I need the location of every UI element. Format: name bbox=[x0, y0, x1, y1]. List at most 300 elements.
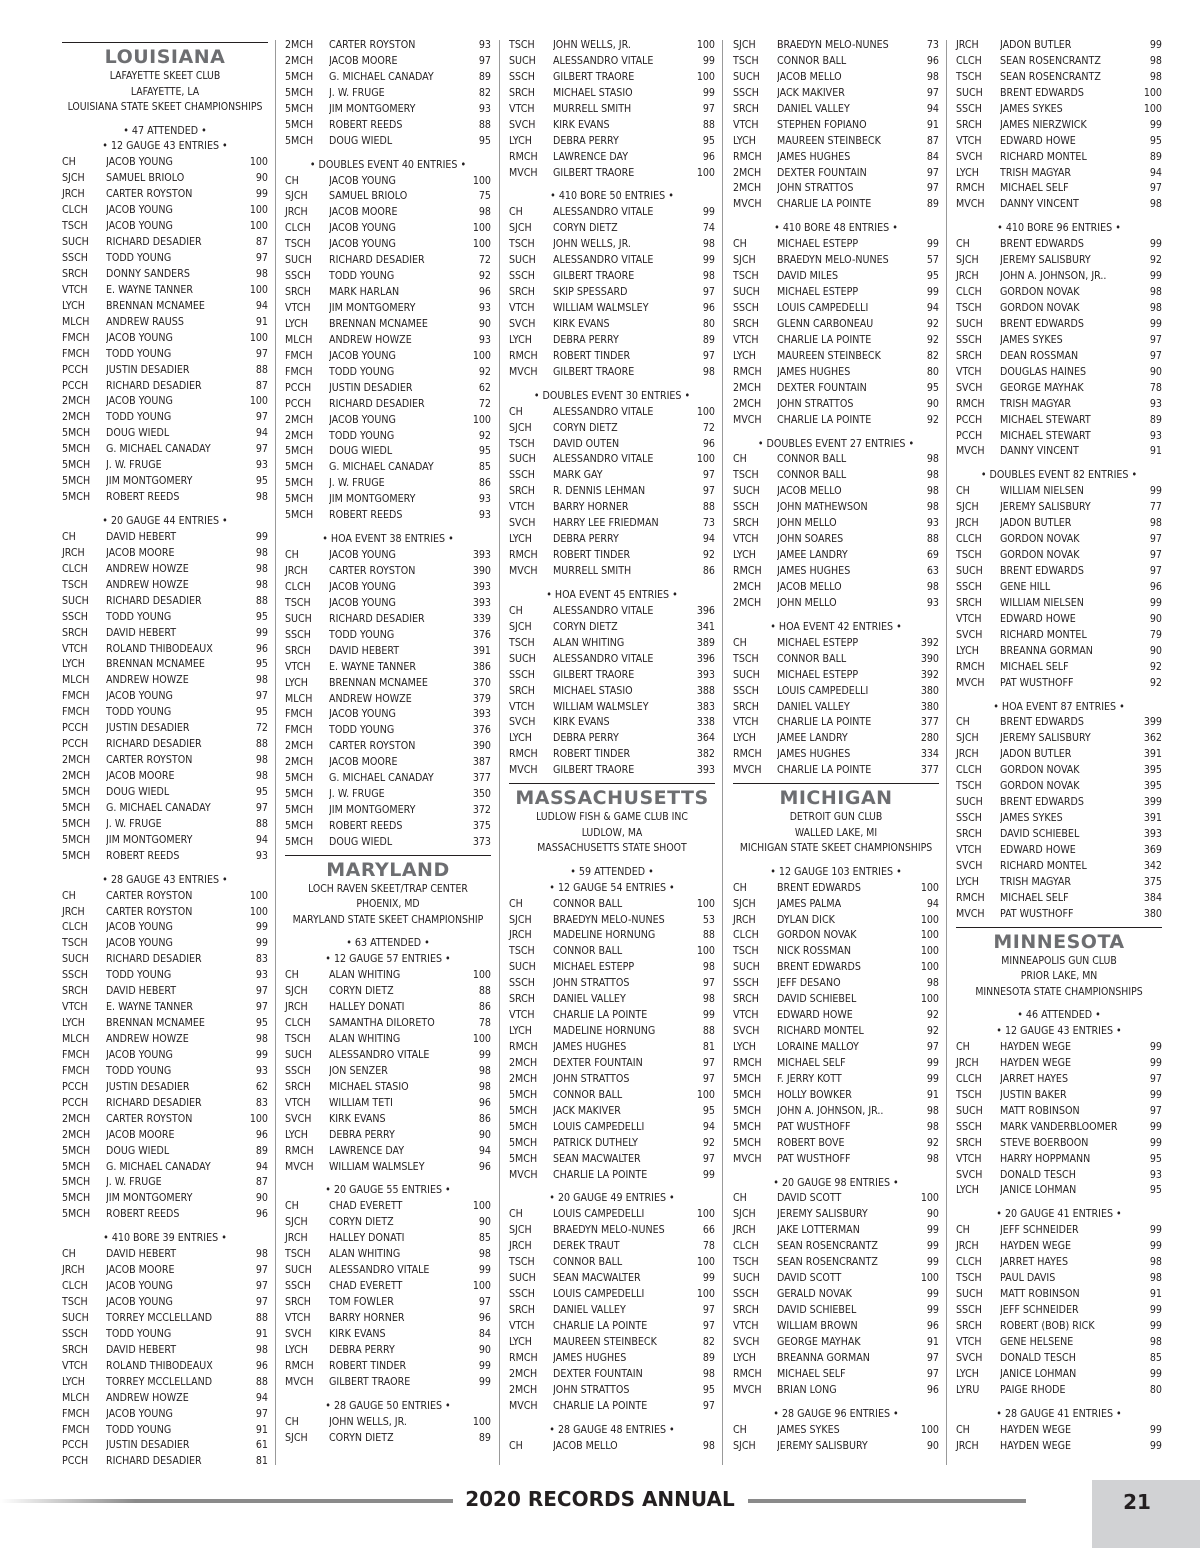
category-code: SSCH bbox=[956, 1120, 982, 1133]
category-code: MVCH bbox=[733, 764, 762, 777]
score: 88 bbox=[478, 118, 491, 131]
category-code: CLCH bbox=[956, 764, 982, 777]
shooter-name: WILLIAM WALMSLEY bbox=[329, 1160, 425, 1173]
shooter-name: TRISH MAGYAR bbox=[1000, 397, 1072, 410]
result-row bbox=[62, 657, 268, 673]
result-row bbox=[285, 1016, 491, 1032]
category-code: 5MCH bbox=[62, 801, 91, 814]
category-code: SJCH bbox=[509, 421, 532, 434]
shooter-name: BRENT EDWARDS bbox=[1000, 716, 1084, 729]
category-code: SUCH bbox=[733, 485, 760, 498]
shooter-name: LOUIS CAMPEDELLI bbox=[553, 1208, 645, 1221]
category-code: JRCH bbox=[956, 1056, 979, 1069]
category-code: SJCH bbox=[733, 39, 756, 51]
category-code: SUCH bbox=[285, 254, 312, 267]
shooter-name: TODD YOUNG bbox=[106, 252, 172, 264]
result-row bbox=[509, 365, 715, 381]
category-code: 5MCH bbox=[62, 1208, 91, 1221]
category-code: CLCH bbox=[956, 1256, 982, 1269]
category-code: LYCH bbox=[733, 549, 756, 562]
score: 95 bbox=[255, 1017, 268, 1030]
score: 96 bbox=[926, 54, 939, 67]
score: 86 bbox=[702, 565, 715, 577]
shooter-name: STEPHEN FOPIANO bbox=[777, 118, 867, 131]
result-row bbox=[733, 960, 939, 976]
result-row bbox=[733, 253, 939, 269]
category-code: TSCH bbox=[733, 652, 759, 665]
category-code: CH bbox=[285, 969, 299, 982]
shooter-name: E. WAYNE TANNER bbox=[329, 660, 417, 673]
state-section-header bbox=[509, 783, 715, 865]
category-code: SSCH bbox=[509, 668, 535, 681]
shooter-name: JAMEE LANDRY bbox=[777, 549, 848, 562]
shooter-name: RICHARD DESADIER bbox=[106, 1096, 202, 1109]
category-code: TSCH bbox=[509, 1256, 535, 1269]
category-code: TSCH bbox=[509, 437, 535, 450]
result-row bbox=[62, 673, 268, 689]
score: 98 bbox=[926, 453, 939, 466]
result-row bbox=[62, 984, 268, 1000]
event-header: • 20 GAUGE 44 ENTRIES • bbox=[102, 515, 228, 527]
result-row bbox=[509, 269, 715, 285]
result-row bbox=[733, 197, 939, 213]
score: 98 bbox=[926, 70, 939, 83]
event-header: • 28 GAUGE 43 ENTRIES • bbox=[102, 873, 228, 886]
result-row bbox=[956, 795, 1162, 811]
shooter-name: DEBRA PERRY bbox=[553, 333, 619, 346]
result-row bbox=[733, 1024, 939, 1040]
score: 96 bbox=[478, 1311, 491, 1324]
shooter-name: DAVID SCHIEBEL bbox=[1000, 828, 1080, 840]
score: 98 bbox=[702, 238, 715, 251]
score: 97 bbox=[702, 1399, 715, 1412]
event-header: • 12 GAUGE 43 ENTRIES • bbox=[102, 140, 228, 153]
shooter-name: MICHAEL STEWART bbox=[1000, 413, 1091, 426]
category-code: RMCH bbox=[285, 1144, 314, 1157]
result-row bbox=[509, 1024, 715, 1040]
result-row bbox=[956, 1335, 1162, 1351]
result-row bbox=[733, 944, 939, 960]
score: 99 bbox=[1149, 39, 1162, 51]
score: 97 bbox=[702, 1056, 715, 1069]
shooter-name: JEFF SCHNEIDER bbox=[1000, 1224, 1079, 1237]
state-section-header bbox=[62, 42, 268, 124]
result-row bbox=[285, 1311, 491, 1327]
shooter-name: TODD YOUNG bbox=[329, 724, 395, 737]
category-code: JRCH bbox=[285, 1001, 308, 1014]
result-row bbox=[733, 1152, 939, 1168]
category-code: 2MCH bbox=[733, 397, 762, 410]
result-row bbox=[285, 1096, 491, 1112]
score: 94 bbox=[702, 1120, 715, 1133]
shooter-name: CONNOR BALL bbox=[777, 652, 847, 665]
result-row bbox=[62, 363, 268, 379]
category-code: LYCH bbox=[285, 1128, 308, 1141]
shooter-name: BRENNAN MCNAMEE bbox=[106, 658, 205, 671]
category-code: SRCH bbox=[956, 1136, 982, 1149]
score: 99 bbox=[926, 1288, 939, 1301]
category-code: SUCH bbox=[509, 54, 536, 67]
score: 98 bbox=[255, 1033, 268, 1045]
category-code: LYCH bbox=[509, 1025, 532, 1038]
category-code: 2MCH bbox=[509, 1367, 538, 1380]
shooter-name: ANDREW RAUSS bbox=[106, 315, 184, 328]
result-row bbox=[285, 70, 491, 86]
score: 388 bbox=[696, 684, 715, 697]
result-row bbox=[733, 747, 939, 763]
score: 93 bbox=[1149, 397, 1162, 410]
shooter-name: F. JERRY KOTT bbox=[777, 1072, 842, 1085]
score: 78 bbox=[478, 1017, 491, 1030]
event-header: • 46 ATTENDED • bbox=[1017, 1009, 1101, 1022]
result-row bbox=[956, 763, 1162, 779]
result-row bbox=[285, 612, 491, 628]
result-row bbox=[509, 54, 715, 70]
result-row bbox=[62, 1343, 268, 1359]
shooter-name: JOHN SOARES bbox=[777, 533, 844, 546]
result-row bbox=[509, 976, 715, 992]
category-code: VTCH bbox=[285, 1311, 311, 1324]
score: 61 bbox=[255, 1439, 268, 1452]
category-code: SRCH bbox=[733, 102, 759, 115]
shooter-name: JON SENZER bbox=[329, 1064, 388, 1077]
result-row bbox=[509, 684, 715, 700]
category-code: CLCH bbox=[733, 1240, 759, 1253]
category-code: MVCH bbox=[509, 1168, 538, 1181]
category-code: 5MCH bbox=[62, 849, 91, 862]
result-row bbox=[509, 652, 715, 668]
result-row bbox=[285, 819, 491, 835]
result-row bbox=[956, 875, 1162, 891]
result-row bbox=[62, 833, 268, 849]
result-row bbox=[62, 490, 268, 506]
spacer bbox=[285, 524, 491, 532]
result-row bbox=[62, 546, 268, 562]
category-code: SVCH bbox=[733, 1025, 760, 1038]
shooter-name: SAMUEL BRIOLO bbox=[329, 190, 408, 203]
category-code: SUCH bbox=[733, 70, 760, 83]
score: 97 bbox=[702, 286, 715, 299]
score: 99 bbox=[1149, 1120, 1162, 1133]
result-row bbox=[956, 660, 1162, 676]
shooter-name: WILLIAM BROWN bbox=[777, 1319, 858, 1332]
category-code: RMCH bbox=[956, 660, 985, 673]
score: 100 bbox=[696, 945, 715, 958]
result-row bbox=[62, 1000, 268, 1016]
club-info-line: LOCH RAVEN SKEET/TRAP CENTER bbox=[308, 882, 468, 895]
category-code: VTCH bbox=[509, 302, 535, 314]
score: 100 bbox=[696, 453, 715, 466]
shooter-name: JUSTIN BAKER bbox=[1000, 1088, 1067, 1101]
score: 100 bbox=[696, 39, 715, 51]
result-row bbox=[62, 610, 268, 626]
score: 342 bbox=[1143, 859, 1162, 872]
category-code: MLCH bbox=[285, 333, 313, 346]
score: 395 bbox=[1143, 764, 1162, 777]
category-code: JRCH bbox=[956, 1439, 979, 1452]
shooter-name: DEBRA PERRY bbox=[329, 1128, 395, 1141]
score: 98 bbox=[926, 1120, 939, 1133]
result-row bbox=[733, 1072, 939, 1088]
shooter-name: ALAN WHITING bbox=[329, 1248, 401, 1261]
category-code: SSCH bbox=[733, 977, 759, 990]
shooter-name: MICHAEL ESTEPP bbox=[777, 668, 859, 681]
shooter-name: JACOB MOORE bbox=[329, 756, 398, 769]
score: 377 bbox=[472, 772, 491, 785]
result-row bbox=[62, 936, 268, 952]
result-row bbox=[733, 365, 939, 381]
category-code: SVCH bbox=[956, 859, 983, 872]
category-code: SJCH bbox=[285, 190, 308, 203]
shooter-name: TODD YOUNG bbox=[106, 1327, 172, 1340]
shooter-name: CORYN DIETZ bbox=[329, 985, 394, 998]
score: 97 bbox=[926, 1041, 939, 1053]
result-row bbox=[62, 642, 268, 658]
shooter-name: E. WAYNE TANNER bbox=[106, 283, 194, 296]
shooter-name: SAMANTHA DILORETO bbox=[329, 1017, 435, 1030]
category-code: VTCH bbox=[956, 843, 982, 856]
category-code: 5MCH bbox=[509, 1120, 538, 1133]
spacer bbox=[285, 928, 491, 936]
category-code: SUCH bbox=[62, 236, 89, 249]
result-row bbox=[62, 347, 268, 363]
club-info-line: WALLED LAKE, MI bbox=[794, 826, 878, 839]
category-code: 2MCH bbox=[733, 166, 762, 179]
result-row bbox=[956, 843, 1162, 859]
result-row bbox=[509, 532, 715, 548]
category-code: TSCH bbox=[509, 945, 535, 958]
score: 100 bbox=[472, 969, 491, 982]
result-row bbox=[509, 1271, 715, 1287]
score: 72 bbox=[478, 254, 491, 267]
category-code: LYCH bbox=[509, 533, 532, 546]
category-code: 5MCH bbox=[285, 788, 314, 801]
result-row bbox=[956, 1072, 1162, 1088]
shooter-name: ANDREW HOWZE bbox=[106, 1391, 189, 1404]
club-info-line: PHOENIX, MD bbox=[356, 898, 420, 911]
category-code: LYCH bbox=[956, 166, 979, 179]
result-row bbox=[956, 1367, 1162, 1383]
shooter-name: JACOB YOUNG bbox=[106, 690, 173, 703]
result-row bbox=[956, 397, 1162, 413]
shooter-name: JACOB MELLO bbox=[553, 1439, 618, 1452]
category-code: PCCH bbox=[285, 397, 312, 410]
shooter-name: CONNOR BALL bbox=[777, 469, 847, 482]
result-row bbox=[285, 1128, 491, 1144]
shooter-name: JANICE LOHMAN bbox=[1000, 1367, 1077, 1380]
category-code: FMCH bbox=[62, 347, 90, 360]
result-row bbox=[733, 1383, 939, 1399]
score: 86 bbox=[478, 1112, 491, 1125]
result-row bbox=[509, 70, 715, 86]
category-code: MVCH bbox=[509, 1399, 538, 1412]
result-row bbox=[285, 397, 491, 413]
shooter-name: JARRET HAYES bbox=[1000, 1072, 1069, 1085]
score: 85 bbox=[1149, 1351, 1162, 1364]
category-code: SRCH bbox=[509, 684, 535, 697]
shooter-name: LOUIS CAMPEDELLI bbox=[777, 684, 869, 697]
result-row bbox=[285, 460, 491, 476]
shooter-name: GORDON NOVAK bbox=[1000, 549, 1080, 562]
score: 390 bbox=[472, 740, 491, 753]
result-row bbox=[733, 763, 939, 779]
shooter-name: ALESSANDRO VITALE bbox=[553, 206, 654, 219]
result-row bbox=[956, 596, 1162, 612]
shooter-name: ANDREW HOWZE bbox=[106, 674, 189, 687]
shooter-name: JIM MONTGOMERY bbox=[106, 833, 193, 846]
score: 95 bbox=[1149, 1152, 1162, 1165]
score: 90 bbox=[478, 1216, 491, 1229]
score: 99 bbox=[1149, 1439, 1162, 1452]
score: 98 bbox=[255, 770, 268, 782]
result-row bbox=[285, 1231, 491, 1247]
category-code: SRCH bbox=[509, 993, 535, 1006]
shooter-name: JACOB MELLO bbox=[777, 485, 842, 498]
spacer bbox=[285, 1391, 491, 1399]
shooter-name: ROBERT REEDS bbox=[329, 118, 403, 131]
spacer bbox=[62, 865, 268, 873]
result-row bbox=[509, 897, 715, 913]
score: 376 bbox=[472, 628, 491, 641]
shooter-name: JOHN MELLO bbox=[777, 517, 837, 530]
shooter-name: DAVID OUTEN bbox=[553, 437, 620, 450]
shooter-name: MICHAEL SELF bbox=[777, 1367, 846, 1380]
score: 93 bbox=[478, 102, 491, 115]
event-header: • DOUBLES EVENT 82 ENTRIES • bbox=[980, 469, 1138, 482]
category-code: CLCH bbox=[62, 1280, 88, 1293]
score: 97 bbox=[702, 349, 715, 362]
score: 97 bbox=[255, 347, 268, 360]
spacer bbox=[733, 857, 939, 865]
score: 94 bbox=[255, 299, 268, 312]
score: 392 bbox=[920, 668, 939, 681]
shooter-name: GENE HILL bbox=[1000, 580, 1051, 593]
category-code: VTCH bbox=[956, 1152, 982, 1165]
score: 373 bbox=[472, 835, 491, 848]
result-row bbox=[956, 1239, 1162, 1255]
shooter-name: GORDON NOVAK bbox=[1000, 780, 1080, 793]
category-code: 5MCH bbox=[62, 1192, 91, 1205]
result-row bbox=[285, 221, 491, 237]
result-row bbox=[62, 1144, 268, 1160]
score: 100 bbox=[920, 1423, 939, 1436]
result-row bbox=[956, 70, 1162, 86]
category-code: SVCH bbox=[956, 150, 983, 163]
result-row bbox=[62, 251, 268, 267]
shooter-name: GILBERT TRAORE bbox=[553, 365, 635, 378]
shooter-name: DOUG WIEDL bbox=[106, 785, 170, 798]
score: 99 bbox=[255, 188, 268, 201]
result-row bbox=[62, 952, 268, 968]
shooter-name: TODD YOUNG bbox=[106, 706, 172, 719]
result-row bbox=[509, 668, 715, 684]
event-header: • 12 GAUGE 103 ENTRIES • bbox=[770, 865, 902, 878]
shooter-name: JEFF DESANO bbox=[777, 977, 841, 990]
shooter-name: TODD YOUNG bbox=[329, 628, 395, 641]
result-row bbox=[733, 715, 939, 731]
result-row bbox=[733, 1271, 939, 1287]
shooter-name: JACOB MOORE bbox=[106, 1264, 175, 1277]
result-row bbox=[509, 333, 715, 349]
result-row bbox=[285, 580, 491, 596]
score: 377 bbox=[920, 716, 939, 729]
shooter-name: ALESSANDRO VITALE bbox=[553, 54, 654, 67]
shooter-name: JACOB YOUNG bbox=[329, 174, 396, 187]
result-row bbox=[733, 349, 939, 365]
category-code: LYCH bbox=[733, 1041, 756, 1053]
club-info-line: LOUISIANA STATE SKEET CHAMPIONSHIPS bbox=[67, 101, 263, 113]
shooter-name: CARTER ROYSTON bbox=[106, 1112, 193, 1125]
spacer bbox=[956, 692, 1162, 700]
result-row bbox=[509, 150, 715, 166]
category-code: SRCH bbox=[733, 993, 759, 1006]
shooter-name: CORYN DIETZ bbox=[553, 620, 618, 633]
result-row bbox=[956, 429, 1162, 445]
category-code: SRCH bbox=[956, 118, 982, 131]
category-code: CH bbox=[509, 206, 523, 219]
shooter-name: JOHN WELLS, JR. bbox=[329, 1415, 407, 1428]
result-row bbox=[509, 1239, 715, 1255]
shooter-name: DAVID SCOTT bbox=[777, 1192, 842, 1205]
shooter-name: BRENT EDWARDS bbox=[777, 881, 861, 894]
shooter-name: DAVID MILES bbox=[777, 270, 839, 283]
score: 62 bbox=[255, 1080, 268, 1093]
shooter-name: JACOB MOORE bbox=[329, 54, 398, 67]
category-code: TSCH bbox=[956, 549, 982, 562]
score: 86 bbox=[478, 1001, 491, 1014]
shooter-name: SEAN ROSENCRANTZ bbox=[1000, 54, 1101, 67]
score: 88 bbox=[255, 594, 268, 607]
score: 393 bbox=[1143, 828, 1162, 840]
score: 100 bbox=[920, 881, 939, 894]
shooter-name: ROBERT TINDER bbox=[329, 1359, 407, 1372]
category-code: 5MCH bbox=[285, 445, 314, 458]
result-row bbox=[956, 1152, 1162, 1168]
result-row bbox=[956, 731, 1162, 747]
shooter-name: BRENNAN MCNAMEE bbox=[329, 317, 428, 330]
category-code: SJCH bbox=[733, 1439, 756, 1452]
category-code: VTCH bbox=[956, 134, 982, 147]
shooter-name: RICHARD DESADIER bbox=[329, 612, 425, 625]
footer-rule-right bbox=[748, 1499, 1026, 1503]
score: 98 bbox=[478, 1064, 491, 1077]
shooter-name: CARTER ROYSTON bbox=[106, 905, 193, 918]
result-row bbox=[285, 676, 491, 692]
result-row bbox=[733, 381, 939, 397]
shooter-name: CORYN DIETZ bbox=[329, 1216, 394, 1229]
result-row bbox=[285, 1431, 491, 1447]
result-row bbox=[956, 197, 1162, 213]
score: 369 bbox=[1143, 843, 1162, 856]
category-code: CLCH bbox=[956, 54, 982, 67]
event-header: • 12 GAUGE 57 ENTRIES • bbox=[325, 953, 451, 966]
score: 97 bbox=[1149, 1104, 1162, 1117]
shooter-name: JAMES HUGHES bbox=[777, 748, 851, 761]
shooter-name: ANDREW HOWZE bbox=[106, 562, 189, 575]
score: 100 bbox=[472, 413, 491, 426]
result-row bbox=[733, 897, 939, 913]
shooter-name: TRISH MAGYAR bbox=[1000, 166, 1072, 179]
score: 99 bbox=[255, 530, 268, 543]
shooter-name: WILLIAM WALMSLEY bbox=[553, 302, 649, 314]
category-code: SUCH bbox=[956, 86, 983, 99]
result-row bbox=[509, 715, 715, 731]
result-row bbox=[956, 907, 1162, 923]
score: 100 bbox=[472, 238, 491, 251]
category-code: JRCH bbox=[956, 1240, 979, 1253]
shooter-name: GILBERT TRAORE bbox=[553, 70, 635, 83]
score: 350 bbox=[472, 788, 491, 801]
